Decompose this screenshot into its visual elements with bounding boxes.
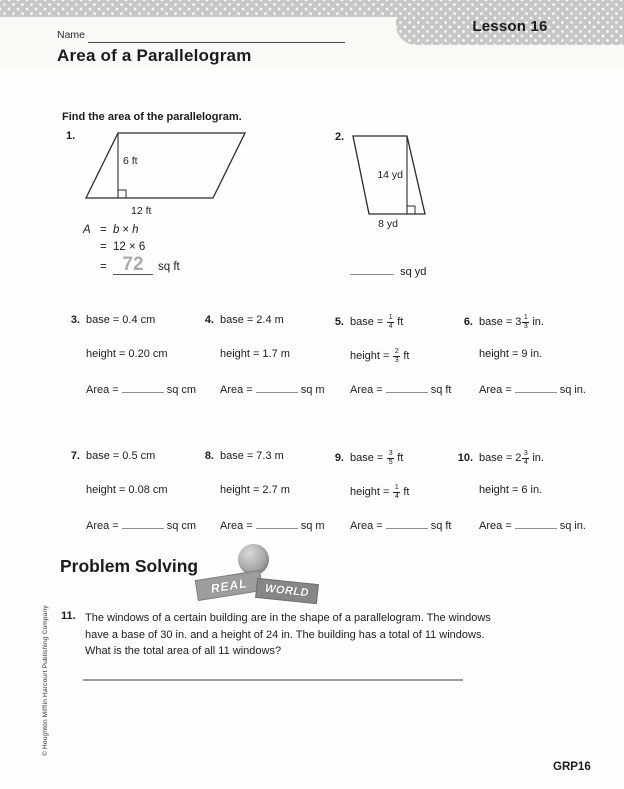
equals-sign: =: [382, 350, 390, 363]
equals-sign: =: [511, 484, 519, 496]
field-label: Area: [86, 520, 110, 532]
problem-number: 10.: [457, 452, 473, 465]
eq-var-h: h: [132, 224, 139, 236]
equals-sign: =: [246, 314, 254, 326]
eq-line2-value: 12 × 6: [113, 241, 146, 253]
eq-var-b: b: [113, 224, 120, 236]
unit-label: sq cm: [166, 384, 197, 396]
height-label-2: 14 yd: [377, 169, 403, 181]
answer-blank: [515, 518, 557, 529]
fraction: $\frac{1}{3}$: [523, 314, 528, 331]
field-label: Area: [350, 384, 374, 396]
lesson-tab: [396, 0, 624, 45]
problem-line: [453, 382, 603, 395]
value: 0.20: [128, 348, 150, 360]
unit-label: sq m: [300, 384, 325, 396]
equals-sign: =: [246, 520, 253, 532]
unit-label: m: [280, 484, 290, 496]
copyright-vertical: © Houghton Mifflin Harcourt Publishing Company: [42, 605, 49, 756]
equals-sign: =: [112, 450, 120, 462]
unit-label: m: [274, 314, 284, 326]
problem-line: [324, 518, 453, 531]
field-label: height: [220, 484, 250, 496]
equals-sign: =: [376, 520, 383, 532]
field-label: base: [86, 450, 110, 462]
unit-label: sq m: [300, 520, 325, 532]
field-label: height: [350, 350, 380, 363]
equals-sign: =: [505, 520, 512, 532]
problem-line: [194, 518, 324, 531]
problem-line: [324, 348, 453, 365]
answer-blank: [386, 382, 428, 393]
field-label: base: [220, 450, 244, 462]
base-label-2: 8 yd: [378, 218, 398, 230]
problem-number: 7.: [70, 450, 80, 462]
problem-item: [453, 450, 603, 552]
problem-line: [194, 484, 324, 497]
problem-2-answer-blank: [350, 264, 394, 275]
field-label: Area: [479, 384, 503, 396]
problem-11-number: 11.: [61, 610, 76, 622]
problem-line: [60, 382, 197, 396]
problem-number: 6.: [463, 316, 473, 329]
equals-sign: =: [118, 484, 126, 496]
equals-sign: =: [505, 452, 513, 465]
value: [386, 314, 394, 331]
equals-sign: =: [511, 348, 519, 360]
unit-label: ft: [397, 316, 404, 329]
unit-label: in.: [530, 348, 543, 360]
unit-label: in.: [530, 484, 543, 496]
unit-label: sq in.: [559, 384, 586, 396]
problem-line: [60, 314, 194, 327]
problem-number: 4.: [204, 314, 214, 326]
equation-line-3: [83, 254, 180, 275]
eq-sign-3: =: [100, 261, 107, 273]
unit-label: ft: [397, 452, 404, 465]
problem-line: [60, 484, 194, 497]
problem-line: [194, 314, 324, 327]
example-answer-value: 72: [113, 258, 153, 275]
problems-grid: [60, 314, 603, 552]
unit-label: cm: [152, 484, 168, 496]
problem-line: [453, 518, 603, 531]
value: 3 $\frac{1}{3}$: [515, 314, 528, 331]
problem-item: [453, 314, 603, 416]
value: [386, 450, 394, 467]
fraction: $\frac{2}{3}$: [394, 348, 399, 365]
problem-item: [194, 450, 324, 552]
unit-label: m: [280, 348, 290, 360]
parallelogram-figure-1: [80, 128, 310, 223]
value: 0.4: [122, 314, 138, 326]
unit-label: cm: [140, 314, 156, 326]
real-ribbon: REAL: [195, 570, 263, 601]
problem-item: [324, 314, 453, 416]
page-title: Area of a Parallelogram: [57, 46, 252, 65]
fraction: $\frac{3}{4}$: [523, 450, 528, 467]
value: [392, 348, 400, 365]
footer-code: GRP16: [553, 761, 591, 773]
problem-number: 3.: [70, 314, 80, 326]
problem-line: [324, 484, 453, 501]
eq-var-a: A: [83, 224, 91, 236]
base-label-1: 12 ft: [131, 205, 152, 217]
problem-line: [194, 348, 324, 361]
name-blank-line: [88, 42, 345, 43]
problem-line: [60, 450, 194, 463]
name-label: Name: [57, 29, 86, 41]
problem-line: [324, 314, 453, 331]
unit-label: cm: [152, 348, 168, 360]
unit-label: sq ft: [430, 520, 452, 532]
problem-solving-heading: Problem Solving: [60, 556, 199, 576]
problem-line: [453, 484, 603, 497]
value: [392, 484, 400, 501]
field-label: height: [350, 486, 380, 499]
field-label: base: [86, 314, 110, 326]
field-label: base: [350, 316, 374, 329]
field-label: height: [479, 484, 509, 496]
right-angle-marker-2: [407, 206, 415, 214]
problem-item: [194, 314, 324, 416]
value: 1.7: [262, 348, 278, 360]
answer-blank: [256, 518, 298, 529]
equals-sign: =: [505, 316, 513, 329]
equation-line-1: [83, 224, 180, 236]
eq-times: ×: [122, 224, 130, 236]
problem-line: [324, 382, 453, 395]
value: 6: [521, 484, 528, 496]
answer-blank: [122, 382, 164, 393]
field-label: base: [220, 314, 244, 326]
problem-number: 8.: [204, 450, 214, 462]
field-label: Area: [220, 520, 244, 532]
value: 9: [521, 348, 528, 360]
field-label: height: [220, 348, 250, 360]
equation-line-2: [83, 241, 180, 253]
equals-sign: =: [252, 348, 260, 360]
problem-item: [60, 450, 197, 552]
equals-sign: =: [382, 486, 390, 499]
answer-blank: [256, 382, 298, 393]
field-label: base: [479, 452, 503, 465]
parallelogram-figure-2: [340, 128, 445, 233]
problem-line: [453, 314, 603, 331]
problem-11-text: The windows of a certain building are in the shape of a parallelogram. The windows have a base of 30 in. and a height of 24 in. The building has a total of 11 windows. What is the total area of all 11 windows?: [85, 612, 491, 657]
field-label: base: [479, 316, 503, 329]
field-label: height: [86, 484, 116, 496]
problem-11-answer-line: [83, 679, 463, 681]
field-label: Area: [479, 520, 503, 532]
equals-sign: =: [112, 384, 119, 396]
real-world-badge: [196, 544, 316, 598]
problem-2-answer: [350, 264, 426, 278]
field-label: Area: [220, 384, 244, 396]
problem-line: [453, 348, 603, 361]
field-label: height: [86, 348, 116, 360]
unit-label: sq in.: [559, 520, 586, 532]
problem-line: [324, 450, 453, 467]
problem-number: 9.: [334, 452, 344, 465]
fraction: $\frac{1}{4}$: [388, 314, 393, 331]
equals-sign: =: [246, 384, 253, 396]
problem-2-number: 2.: [335, 131, 345, 143]
value: 0.5: [122, 450, 138, 462]
unit-label: ft: [403, 350, 410, 363]
right-angle-marker-1: [118, 190, 126, 198]
field-label: base: [350, 452, 374, 465]
value: 2 $\frac{3}{4}$: [515, 450, 528, 467]
problem-line: [60, 518, 197, 532]
equals-sign: =: [376, 316, 384, 329]
value: 2.4: [256, 314, 272, 326]
value: 0.08: [128, 484, 150, 496]
problem-line: [60, 348, 194, 361]
unit-label: sq ft: [430, 384, 452, 396]
equals-sign: =: [376, 384, 383, 396]
instruction: Find the area of the parallelogram.: [62, 111, 242, 123]
answer-blank: [122, 518, 164, 529]
equals-sign: =: [252, 484, 260, 496]
equals-sign: =: [376, 452, 384, 465]
equals-sign: =: [112, 314, 120, 326]
answer-blank: [515, 382, 557, 393]
world-ribbon: WORLD: [255, 578, 319, 604]
value: 7.3: [256, 450, 272, 462]
answer-blank: [386, 518, 428, 529]
unit-label: ft: [403, 486, 410, 499]
lesson-label: Lesson 16: [472, 18, 548, 35]
equals-sign: =: [118, 348, 126, 360]
equals-sign: =: [246, 450, 254, 462]
unit-label: m: [274, 450, 284, 462]
height-label-1: 6 ft: [123, 155, 138, 167]
equation-block: [83, 224, 180, 280]
problem-line: [194, 382, 324, 395]
eq-sign-2: =: [100, 241, 107, 253]
equals-sign: =: [112, 520, 119, 532]
fraction: $\frac{1}{4}$: [394, 484, 399, 501]
problem-item: [324, 450, 453, 552]
unit-label: cm: [140, 450, 156, 462]
unit-label: in.: [532, 316, 544, 329]
fraction: $\frac{3}{5}$: [388, 450, 393, 467]
field-label: Area: [350, 520, 374, 532]
value: 2.7: [262, 484, 278, 496]
problem-line: [453, 450, 603, 467]
problem-2-answer-unit: sq yd: [400, 266, 427, 278]
problem-number: 5.: [334, 316, 344, 329]
unit-label: in.: [532, 452, 544, 465]
eq-sign-1: =: [100, 224, 107, 236]
equals-sign: =: [505, 384, 512, 396]
problem-line: [194, 450, 324, 463]
example-answer-unit: sq ft: [158, 261, 180, 273]
parallelogram-1-shape: [86, 133, 245, 198]
problem-item: [60, 314, 197, 416]
field-label: height: [479, 348, 509, 360]
unit-label: sq cm: [166, 520, 197, 532]
field-label: Area: [86, 384, 110, 396]
problem-1-number: 1.: [66, 130, 76, 142]
